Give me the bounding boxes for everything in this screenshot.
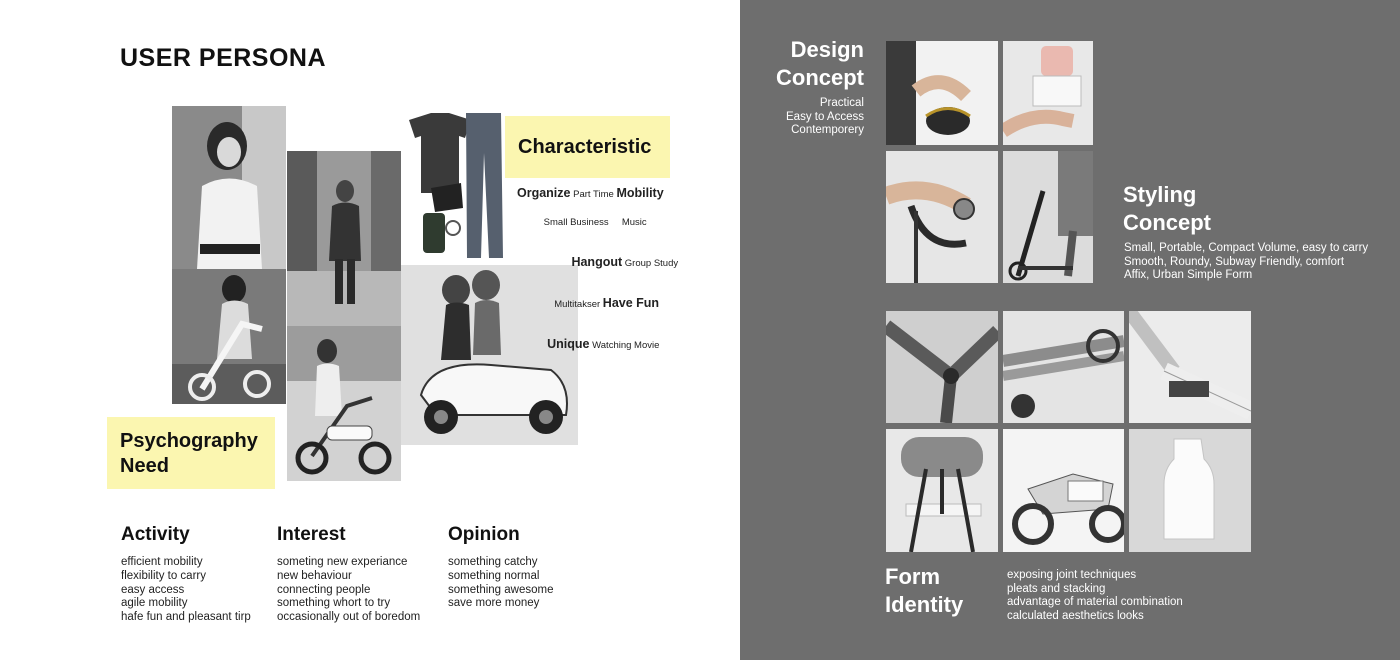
tile-scooter-with-rider [1003, 151, 1093, 283]
word-cloud-word: Small Business [543, 217, 609, 228]
tile-handle-joint [1129, 311, 1251, 423]
heading-line: Concept [776, 65, 864, 90]
concept-item: Contemporery [791, 124, 864, 137]
tile-bottle [1129, 429, 1251, 552]
column-item: something awesome [448, 583, 554, 596]
design-concept-heading [776, 36, 864, 92]
word-cloud-word: Hangout [543, 255, 623, 269]
concept-item: advantage of material combination [1007, 596, 1183, 609]
heading-line: Styling [1123, 182, 1197, 207]
tile-joint-detail [886, 311, 998, 423]
heading-line: Design [790, 37, 864, 62]
column-heading: Activity [121, 524, 190, 545]
word-cloud-word: Multitakser [543, 299, 603, 310]
opinion-column [448, 524, 553, 611]
column-item: occasionally out of boredom [277, 611, 421, 624]
column-item: easy access [121, 583, 185, 596]
tile-folded-scooter [1003, 311, 1124, 423]
column-item: efficient mobility [121, 556, 203, 568]
concept-page [740, 0, 1400, 660]
column-item: something whort to try [277, 597, 391, 610]
word-cloud-word: Have Fun [602, 296, 660, 310]
column-item: someting new experiance [277, 556, 408, 568]
heading-line: Identity [885, 592, 964, 617]
column-item: something normal [448, 569, 540, 582]
page-title: USER PERSONA [120, 44, 327, 72]
word-cloud-word: Part Time [570, 189, 617, 200]
word-cloud-row [517, 201, 677, 242]
styling-concept-heading [1123, 181, 1211, 237]
column-item: save more money [448, 597, 540, 610]
word-cloud-row [517, 186, 677, 201]
psychography-need-label [107, 417, 275, 489]
word-cloud-row [517, 283, 677, 324]
column-item: agile mobility [121, 597, 188, 610]
tile-hand-on-handlebar [886, 151, 998, 283]
word-cloud-word: Watching Movie [589, 340, 660, 351]
word-cloud-word: Music [608, 217, 647, 228]
word-cloud-row [517, 242, 677, 283]
photo-girl-uniform [172, 106, 286, 269]
concept-item: calculated aesthetics looks [1007, 609, 1144, 622]
column-item: flexibility to carry [121, 569, 206, 582]
column-heading: Interest [277, 524, 346, 545]
photo-girl-riding-scooter [287, 326, 401, 481]
word-cloud-row [517, 324, 677, 365]
psychography-label-line: Psychography [120, 430, 258, 452]
design-concept-items [786, 97, 864, 138]
concept-item: Easy to Access [786, 110, 864, 123]
concept-item: pleats and stacking [1007, 582, 1106, 595]
form-identity-heading [885, 563, 963, 619]
activity-column [121, 524, 251, 625]
tile-motorcycle [1003, 429, 1124, 552]
characteristic-label: Characteristic [505, 116, 670, 178]
column-item: something catchy [448, 556, 538, 568]
styling-concept-items [1124, 242, 1368, 283]
word-cloud-word: Unique [543, 337, 590, 351]
heading-line: Concept [1123, 210, 1211, 235]
concept-item: Small, Portable, Compact Volume, easy to carry [1124, 242, 1369, 254]
word-cloud-word: Organize [517, 186, 571, 200]
column-item: hafe fun and pleasant tirp [121, 611, 251, 624]
photo-girl-scooter-folding [172, 269, 286, 404]
tile-hand-holding-device [886, 41, 998, 145]
tile-soap-dispenser [1003, 41, 1093, 145]
tile-chair [886, 429, 998, 552]
concept-item: Practical [819, 97, 864, 109]
psychography-label-line: Need [120, 455, 169, 477]
form-identity-items [1007, 569, 1183, 623]
column-item: connecting people [277, 583, 371, 596]
photo-boy-street [287, 151, 401, 326]
concept-item: exposing joint techniques [1007, 569, 1137, 581]
word-cloud-word: Group Study [622, 258, 679, 269]
heading-line: Form [885, 564, 940, 589]
column-item: new behaviour [277, 569, 352, 582]
characteristic-word-cloud [517, 186, 677, 365]
interest-column [277, 524, 420, 625]
word-cloud-word: Mobility [616, 186, 664, 200]
concept-item: Affix, Urban Simple Form [1124, 269, 1253, 282]
photo-outfit-items [401, 108, 511, 266]
concept-item: Smooth, Roundy, Subway Friendly, comfort [1124, 255, 1345, 268]
column-heading: Opinion [448, 524, 520, 545]
